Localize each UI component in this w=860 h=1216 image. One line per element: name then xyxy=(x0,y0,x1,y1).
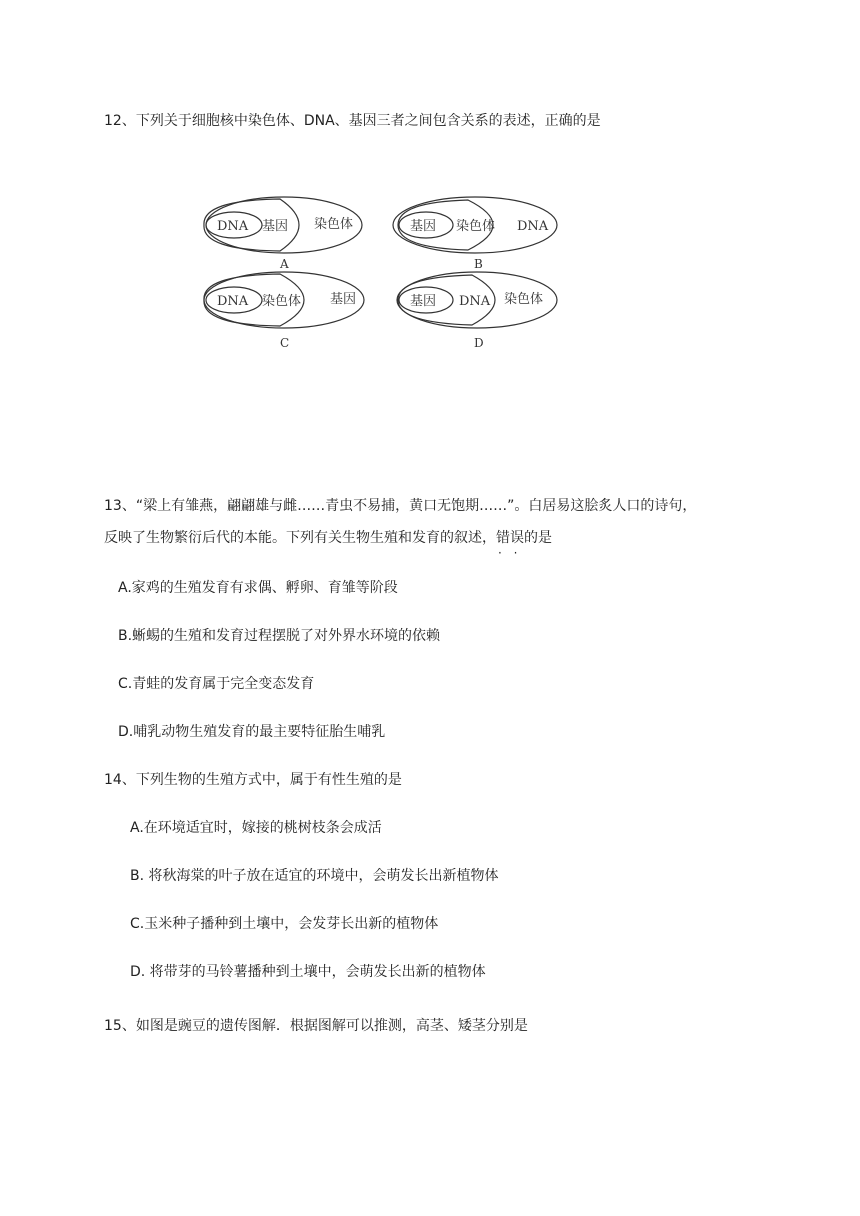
question-14-option-c: C.玉米种子播种到土壤中，会发芽长出新的植物体 xyxy=(130,916,439,932)
venn-c-inner: DNA xyxy=(217,294,249,309)
question-13-option-b: B.蜥蜴的生殖和发育过程摆脱了对外界水环境的依赖 xyxy=(118,628,441,644)
question-14-option-d: D. 将带芽的马铃薯播种到土壤中，会萌发长出新的植物体 xyxy=(130,964,486,980)
venn-b-outer: DNA xyxy=(517,219,549,234)
venn-c-outer: 基因 xyxy=(330,292,357,307)
venn-option-b xyxy=(393,197,557,271)
question-14-option-a: A.在环境适宜时，嫁接的桃树枝条会成活 xyxy=(130,820,382,836)
venn-d-middle: DNA xyxy=(459,294,491,309)
venn-c-middle: 染色体 xyxy=(262,294,302,309)
venn-b-letter: B xyxy=(474,257,483,271)
venn-option-a xyxy=(204,197,362,271)
venn-a-letter: A xyxy=(280,257,289,271)
venn-d-outer: 染色体 xyxy=(504,292,544,307)
question-13-option-c: C.青蛙的发育属于完全变态发育 xyxy=(118,676,315,692)
venn-option-c xyxy=(204,272,364,350)
question-13-stem-line1: 13、“梁上有雏燕，翩翩雄与雌……青虫不易捕，黄口无饱期……”。白居易这脍炙人口的诗句， xyxy=(104,498,697,514)
question-13-stem-line2-pre: 反映了生物繁衍后代的本能。下列有关生物生殖和发育的叙述， xyxy=(104,530,496,546)
venn-a-outer: 染色体 xyxy=(314,217,354,232)
venn-b-inner: 基因 xyxy=(410,219,437,234)
venn-a-middle: 基因 xyxy=(262,219,289,234)
question-13-emphasis-word: 错误 · · xyxy=(496,530,524,546)
venn-a-inner: DNA xyxy=(217,219,249,234)
venn-diagram-options xyxy=(200,190,580,360)
question-12-stem: 12、下列关于细胞核中染色体、DNA、基因三者之间包含关系的表述，正确的是 xyxy=(104,113,601,129)
venn-d-inner: 基因 xyxy=(410,294,437,309)
venn-option-d xyxy=(397,272,557,350)
question-14-stem: 14、下列生物的生殖方式中，属于有性生殖的是 xyxy=(104,772,402,788)
question-13-option-d: D.哺乳动物生殖发育的最主要特征胎生哺乳 xyxy=(118,724,386,740)
question-13-option-a: A.家鸡的生殖发育有求偶、孵卵、育雏等阶段 xyxy=(118,580,398,596)
question-13-stem-line2-post: 的是 xyxy=(524,530,552,546)
question-13-stem-line2 xyxy=(104,528,552,548)
venn-b-middle: 染色体 xyxy=(456,219,496,234)
question-14-option-b: B. 将秋海棠的叶子放在适宜的环境中，会萌发长出新植物体 xyxy=(130,868,499,884)
venn-c-letter: C xyxy=(280,336,290,350)
question-15-stem: 15、如图是豌豆的遗传图解．根据图解可以推测，高茎、矮茎分别是 xyxy=(104,1018,528,1034)
venn-d-letter: D xyxy=(474,336,484,350)
